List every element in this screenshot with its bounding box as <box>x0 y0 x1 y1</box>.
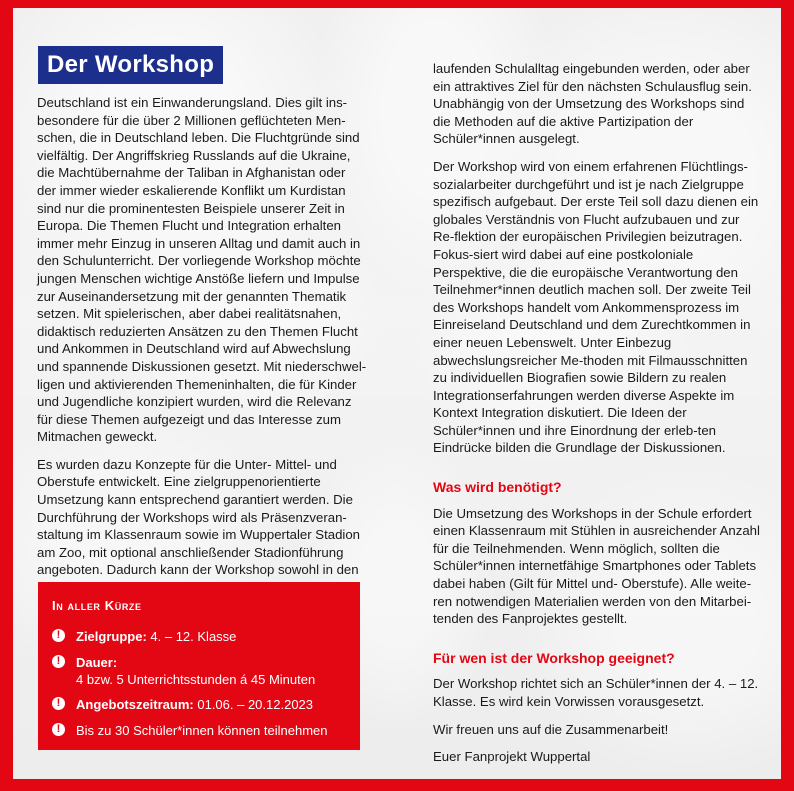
exclamation-circle-icon: ! <box>52 723 65 736</box>
right-column <box>433 60 763 776</box>
paragraph: Es wurden dazu Konzepte für die Unter- Mittel- und Oberstufe entwickelt. Eine zielgruppenorientierte Umsetzung kann entsprechend garantiert werden. Die Durchführung der Workshops wird als Präsenzveran-staltung im Klassenraum sowie im Wuppertaler Stadion am Zoo, mit optional anschließender Stadionführung angeboten. Dadurch kann der Workshop sowohl in den <box>37 456 360 578</box>
paragraph: Deutschland ist ein Einwanderungsland. Dies gilt ins-besondere für die über 2 Millionen geflüchteten Men-schen, die in Deutschland leben. Die Fluchtgründe sind vielfältig. Der Angriffskrieg Russlands auf die Ukraine, die Machtübernahme der Taliban in Afghanistan oder der immer wieder eskalierende Konflikt um Kurdistan sind nur die prominentesten Beispiele unserer Zeit in Europa. Die Themen Flucht und Integration erhalten immer mehr Einzug in unseren Alltag und damit auch in den Schulunterricht. Der vorliegende Workshop möchte jungen Menschen wichtige Anstöße liefern und Impulse zur Auseinandersetzung mit der genannten Thematik setzen. Mit spielerischen, aber dabei realitätsnahen, didaktisch reduzierten Ansätzen zu den Themen Flucht und Ankommen in Deutschland wird auf Abwechslung und spannende Diskussionen gesetzt. Mit niederschwel-ligen und aktivierenden Themeninhalten, die für Kinder und Jugendliche konzipiert wurden, wird die Relevanz für diese Themen aufgezeigt und das Interesse zum Mitmachen geweckt. <box>37 95 367 445</box>
paragraph: laufenden Schulalltag eingebunden werden, oder aber ein attraktives Ziel für den nächsten Schulausflug sein. Unabhängig von der Umsetzung des Workshops sind die Methoden auf die aktive Partizipation der Schüler*innen ausgelegt. <box>433 61 752 147</box>
summary-item <box>52 696 352 713</box>
summary-value: 4. – 12. Klasse <box>150 629 237 644</box>
exclamation-circle-icon: ! <box>52 697 65 710</box>
exclamation-circle-icon: ! <box>52 629 65 642</box>
content <box>13 8 781 779</box>
title-box <box>38 46 223 84</box>
summary-heading: In aller Kürze <box>52 598 142 613</box>
summary-item <box>52 628 352 645</box>
signature-text: Euer Fanprojekt Wuppertal <box>433 749 591 765</box>
left-column <box>37 94 367 589</box>
section-heading-needed: Was wird benötigt? <box>433 479 562 496</box>
paragraph: Wir freuen uns auf die Zusammenarbeit! <box>433 721 669 737</box>
summary-item <box>52 654 352 688</box>
paragraph: Der Workshop richtet sich an Schüler*innen der 4. – 12. Klasse. Es wird kein Vorwissen vorausgesetzt. <box>433 676 759 709</box>
background-photo <box>13 8 781 779</box>
paragraph: Der Workshop wird von einem erfahrenen Flüchtlings-sozialarbeiter durchgeführt und ist je nach Zielgruppe spezifisch aufgebaut. Der erste Teil soll dazu dienen ein globales Verständnis von Flucht aufzubauen und zur Re-flektion der europäischen Privilegien beizutragen. Fokus-siert wird dabei auf eine postkoloniale Perspektive, die die europäische Verantwortung den Teilnehmer*innen deutlich machen soll. Der zweite Teil des Workshops handelt vom Ankommensprozess im Einreiseland Deutschland und dem Zurechtkommen in einer neuen Lebenswelt. Unter Einbezug abwechslungsreicher Me-thoden mit Filmausschnitten zu individuellen Biografien sowie Bildern zu realen Integrationserfahrungen werden diverse Aspekte im Kontext Integration diskutiert. Die Ideen der Schüler*innen und ihre Einordnung der erleb-ten Eindrücke bilden die Grundlage der Diskussionen. <box>433 158 759 456</box>
summary-value: 4 bzw. 5 Unterrichtsstunden á 45 Minuten <box>76 672 316 687</box>
summary-item <box>52 722 352 739</box>
summary-box <box>38 582 360 750</box>
summary-value: Bis zu 30 Schüler*innen können teilnehmen <box>76 723 328 738</box>
summary-label: Dauer: <box>76 655 118 670</box>
summary-label: Zielgruppe: <box>76 629 147 644</box>
exclamation-circle-icon: ! <box>52 655 65 668</box>
paragraph: Die Umsetzung des Workshops in der Schule erfordert einen Klassenraum mit Stühlen in ausreichender Anzahl für die Teilnehmenden. Wenn möglich, sollten die Schüler*innen internetfähige Smartphones oder Tablets dabei haben (Gilt für Mittel und- Oberstufe). Alle weite-ren notwendigen Materialien werden von den Mitarbei-tenden des Fanprojektes gestellt. <box>433 505 760 627</box>
summary-value: 01.06. – 20.12.2023 <box>197 697 314 712</box>
page-title: Der Workshop <box>47 51 215 78</box>
summary-label: Angebotszeitraum: <box>76 697 194 712</box>
section-heading-audience: Für wen ist der Workshop geeignet? <box>433 649 675 666</box>
